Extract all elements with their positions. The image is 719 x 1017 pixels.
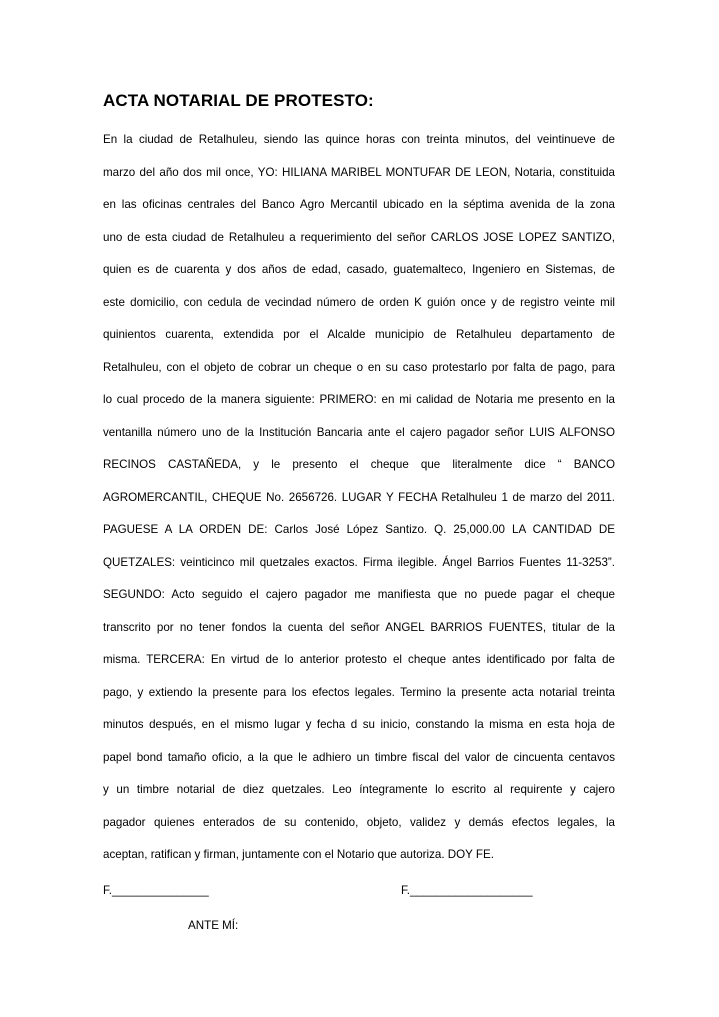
ante-mi-label: ANTE MÍ: — [188, 919, 239, 932]
document-line: lo cual procedo de la manera siguiente: PRIMERO: en mi calidad de Notaria me presento en la — [103, 393, 615, 406]
document-line: RECINOS CASTAÑEDA, y le presento el cheque que literalmente dice “ BANCO — [103, 458, 615, 471]
document-line: SEGUNDO: Acto seguido el cajero pagador me manifiesta que no puede pagar el cheque — [103, 588, 615, 601]
document-line: este domicilio, con cedula de vecindad número de orden K guión once y de registro veinte mil — [103, 295, 615, 309]
document-line: marzo del año dos mil once, YO: HILIANA MARIBEL MONTUFAR DE LEON, Notaria, constituida — [103, 165, 615, 179]
document-line: AGROMERCANTIL, CHEQUE No. 2656726. LUGAR Y FECHA Retalhuleu 1 de marzo del 2011. — [103, 490, 615, 504]
document-line: minutos después, en el mismo lugar y fecha d su inicio, constando la misma en esta hoja de — [103, 718, 615, 731]
document-page — [103, 88, 615, 932]
document-line: Retalhuleu, con el objeto de cobrar un cheque o en su caso protestarlo por falta de pago, para — [103, 360, 615, 374]
document-line: quien es de cuarenta y dos años de edad, casado, guatemalteco, Ingeniero en Sistemas, de — [103, 263, 615, 276]
document-line: pagador quienes enterados de su contenido, objeto, validez y demás efectos legales, la — [103, 815, 615, 829]
document-line: en las oficinas centrales del Banco Agro Mercantil ubicado en la séptima avenida de la zona — [103, 198, 615, 211]
document-line: transcrito por no tener fondos la cuenta del señor ANGEL BARRIOS FUENTES, titular de la — [103, 620, 615, 634]
signature-line-right: F.___________________ — [401, 884, 533, 897]
document-line: pago, y extiendo la presente para los efectos legales. Termino la presente acta notarial treinta — [103, 685, 615, 699]
document-line: ventanilla número uno de la Institución Bancaria ante el cajero pagador señor LUIS ALFONSO — [103, 425, 615, 439]
document-body — [103, 124, 615, 872]
document-line: QUETZALES: veinticinco mil quetzales exactos. Firma ilegible. Ángel Barrios Fuentes 11-3253”. — [103, 555, 615, 569]
document-line: quinientos cuarenta, extendida por el Alcalde municipio de Retalhuleu departamento de — [103, 328, 615, 341]
document-line: misma. TERCERA: En virtud de lo anterior protesto el cheque antes identificado por falta de — [103, 653, 615, 666]
document-line: y un timbre notarial de diez quetzales. Leo íntegramente lo escrito al requirente y cajero — [103, 783, 615, 796]
signature-line-left: F._______________ — [103, 884, 209, 897]
document-line: uno de esta ciudad de Retalhuleu a requerimiento del señor CARLOS JOSE LOPEZ SANTIZO, — [103, 230, 615, 244]
document-line: En la ciudad de Retalhuleu, siendo las quince horas con treinta minutos, del veintinueve de — [103, 133, 615, 146]
document-title: ACTA NOTARIAL DE PROTESTO: — [103, 91, 374, 110]
document-line: papel bond tamaño oficio, a la que le adhiero un timbre fiscal del valor de cincuenta centavos — [103, 750, 615, 764]
document-line: PAGUESE A LA ORDEN DE: Carlos José López Santizo. Q. 25,000.00 LA CANTIDAD DE — [103, 523, 615, 536]
document-line: aceptan, ratifican y firman, juntamente con el Notario que autoriza. DOY FE. — [103, 848, 494, 861]
